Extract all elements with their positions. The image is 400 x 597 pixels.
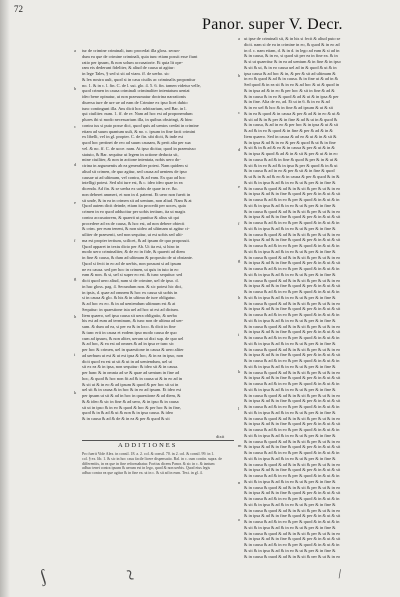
text-line: quod crimen in causa criminali criminaliter intentatum ueniat: [82, 88, 190, 94]
additio-line: adhuc contra ea que agitur & in fine ea. ut in c. & sit ad in eum. Text. in gl. 4.: [82, 471, 203, 476]
text-line: & in causa & ad & in eo & per & quod & in & ut & in: [244, 450, 340, 455]
margin-letter: c: [238, 110, 240, 115]
text-line: & sit & in ipsa & ad & in eo & ut & per & in fine &: [244, 547, 336, 553]
text-line: & in ipsa & ad & in fine & quod & per & in & ut & sit: [244, 191, 341, 197]
text-line: & crim. per eum tenent, & non uideo ad ultimam ut agitur ci-: [82, 226, 190, 232]
text-line: & in causa & quod & ad & in & sit & per & ut & in eo: [244, 208, 341, 214]
text-line: & in causa & ad & in eo & per & quod & in & ut & in: [244, 427, 340, 432]
text-line: in lege Tales, § sed si sit ad viam. ff. de uerbo. sic: [82, 71, 170, 76]
text-line: & sit ad & in & per & in fine & ad & ut in & quod &: [244, 116, 338, 122]
text-line: ex libelli, vel in gl. propter. C. de fin. ubi dicit, & inde est: [82, 134, 184, 140]
text-line: & in causa & quod & ad & in & sit & per & ut & in eo: [244, 369, 341, 375]
text-line: & sit & in eo & ad & in ipsa & per & quod & in & ut: [244, 162, 338, 168]
text-line: his est ad eum ad terminum, & tunc non de ultima ad uer-: [82, 318, 184, 324]
text-line: non deberet ammeri, et non in d. paterni. Et uero non fuerit in: [82, 191, 191, 197]
margin-letter: e: [74, 200, 76, 205]
text-line: & in ipsa & ad & in fine & quod & per & in & ut & sit: [244, 352, 341, 358]
text-line: uel sit & in causa & in hoc & in eo ad ipsum. Et ideo est: [82, 387, 182, 393]
text-line: ideo bene opinatur, ut non praesumatur doctrina narrationis: [82, 94, 186, 99]
text-line: & in causa & quod & ad & in & sit & per & ut & in eo: [244, 553, 341, 558]
text-line: ma est propter tertium, scilicet, & ad ipsum de quo proposuit.: [82, 237, 190, 243]
text-line: Item quaero. Sed in causa & ad eo & ut & in & sit &: [244, 133, 337, 139]
ink-stroke-mark: ~: [116, 564, 145, 585]
text-line: in hac gloss. pag. 4. Secundum non. & sic potest hic dici,: [82, 283, 183, 289]
margin-letter: d: [238, 147, 241, 152]
text-line: & in ipsa & ad & in fine & quod & per & in & ut & sit: [244, 329, 341, 335]
text-line: & sit & in ipsa & ad & in eo & ut & per & in fine &: [244, 501, 336, 507]
text-line: & in causa & ad & in eo & per & quod & in & ut & in: [244, 404, 340, 409]
left-margin-notes: [74, 48, 81, 428]
additiones-heading: ADDITIONES: [118, 442, 178, 449]
text-line: & ad & in eo & quod & in fine & per & ad & in &: [244, 128, 333, 133]
text-line: & in causa & quod & ad & in & sit & per & ut & in eo: [244, 461, 341, 467]
additiones-notes: [82, 452, 234, 486]
margin-letter: l: [238, 406, 240, 411]
text-line: & in causa, & ad in eo & per hoc & in ipsa & ut & sit: [244, 122, 339, 128]
margin-letter: g: [74, 276, 77, 281]
text-line: Sequitur: in quaestione ista uel ad hoc ut est ad dictum.: [82, 306, 179, 312]
text-line: & in causa & quod & ad & in & sit & per & ut & in eo: [244, 392, 341, 398]
text-line: & tunc erit in causa et eodem ipso modo causa de quo: [82, 329, 177, 335]
text-line: & sit ut & in eo & ad ipsum & quod & per hoc sit ut in: [82, 381, 179, 387]
text-line: & sit & in ipsa & ad & in eo & ut & per & in fine &: [244, 225, 336, 231]
text-line: ne ex causa. sed per hoc in crimen, ut quis in tuto in eo: [82, 266, 179, 272]
ink-stroke-mark: /: [336, 565, 343, 582]
margin-letter: i: [238, 332, 240, 337]
text-line: quod hoc pertinet de reo ad suum causam, & perit alia per sua: [82, 140, 191, 145]
margin-letter: b: [238, 73, 241, 78]
text-line: statuto, & Bar. sequitur ut legem in actione deducta sit,: [82, 151, 179, 157]
text-line: ut ipse de criminali sit, & in his si fecit & aliud puto se: [244, 36, 341, 41]
text-line: & sit & in ipsa & ad & in eo & ut & per & in fine &: [244, 386, 336, 392]
text-line: & in ipsa & quod & ad & in & sit & per & ut & in eo: [244, 151, 338, 156]
margin-letter: d: [74, 162, 77, 167]
margin-letter: f: [238, 221, 240, 226]
margin-letter: g: [238, 258, 241, 263]
text-line: & in causa & ad & in eo & per & quod & in & ut & in: [244, 519, 340, 524]
text-line: & sit & in ipsa & ad & in eo & ut & per & in fine &: [244, 202, 336, 208]
catchword: dixit: [216, 434, 225, 439]
text-line: no. 1. & in c. l. fin. C. de l. sui. glo. 4. 5. 6. fin. tamen videtur velle,: [82, 82, 201, 88]
text-line: & in causa & ad & in eo & per & quod & in & ut & in: [244, 381, 340, 386]
text-line: & in causa & quod & ad & in & sit & per & ut & in eo: [244, 438, 341, 444]
text-line: & in ipsa & ad & in fine & quod & per & in & ut & sit: [244, 375, 341, 381]
margin-letter: h: [238, 295, 241, 300]
text-line: plures ibi si modo necessarium illa, in quibus obstringi, & hinc: [82, 117, 193, 122]
text-line: & in causa & ad & in eo & per & quod & in & ut & in: [244, 289, 340, 294]
text-line: & in ipsa & ad & in fine & quod & per & in & ut & sit: [244, 306, 341, 312]
text-line: & in causa & quod & ad & in & sit & per & ut & in eo: [244, 346, 341, 352]
text-line: dicenda. Ad fin. & se uerba ex uobis de quae in re. &c.: [82, 186, 179, 191]
text-line: & ad hoc ex eo. & in ad ueniendum ultimum est & at: [82, 301, 176, 306]
text-line: & in causa & ad & in eo & per & quod & in & ut & in: [244, 542, 340, 547]
text-line: & ad hoc, & ea est ad omnes & ad in ipsa re tunc sic: [82, 341, 175, 347]
folio-number: 72: [14, 4, 23, 14]
text-line: & in ipsa & ad & in fine & quod & per & in & ut & sit: [244, 421, 341, 427]
margin-letter: f: [74, 238, 76, 243]
text-line: Quod apparet in textu dicto per Ab. Ut ita est, si hinc in: [82, 243, 180, 249]
text-line: & in ipsa & ad & in fine & quod & per & in & ut & sit: [244, 214, 341, 220]
text-line: & sit & in ipsa & ad & in eo & ut & per & in fine &: [244, 271, 336, 277]
text-line: Quod si fecit in eo ad de uerbis, non possunt si ad ipsum: [82, 260, 182, 266]
margin-letter: e: [238, 184, 240, 189]
margin-letter: b: [74, 86, 77, 91]
text-line: contra accusatorem, & quaerit ut punitur & alius sit qui: [82, 214, 180, 220]
text-line: per hoc & crimen, uel in quaestione in causa & uero aliter: [82, 347, 184, 352]
text-line: ratio per ipsum, & non solum accusatorie. Et quia lit ope-: [82, 59, 183, 65]
text-line: & in causa, & in eo, si quod sit per ea in fine ea. & in: [244, 53, 338, 59]
text-line: si in causa & glo. & his & in ultima de iure obligatur.: [82, 295, 176, 301]
margin-letter: m: [238, 443, 242, 448]
text-line: etiam ad suum quantum uult, & no. c. ipsum in fine facti crimini: [82, 128, 196, 134]
text-line: crimen in eo quod adducitur per uobis tertium, ita ut magis: [82, 209, 186, 214]
margin-letter: i: [74, 352, 76, 357]
text-line: & sit & in ipsa & ad & in eo & ut & per & in fine &: [244, 524, 336, 530]
margin-letter: k: [238, 369, 241, 374]
text-line: & in causa & quod & ad & in & sit & per & ut & in eo: [244, 277, 341, 283]
text-line: sit unde, & in ea in crimen sit ad uentum, non aliud. Nam & at: [82, 197, 192, 203]
text-line: & in causa & quod & ad & in & sit & per & ut & in eo: [244, 300, 341, 306]
text-line: modo uero criminaliter, & de eo in fide, & quaerit ad diem: [82, 249, 185, 255]
text-line: & in causa & ad & in eo & per & quod & in & ut & in: [244, 243, 340, 248]
margin-letter: h: [74, 314, 77, 319]
text-line: quod & in & ad & ut & non & in ipsa causa. & ideo: [82, 410, 174, 416]
text-line: & sit & in ipsa & ad & in eo & ut & per & in fine &: [244, 432, 336, 438]
running-head: Panor. super V. Decr.: [202, 16, 343, 33]
text-line: hoc, & quod & hoc non fit ad & in causa ut & in eo ad in: [82, 375, 183, 381]
text-line: & in ipsa & ad & in fine & quod & per & in & ut & sit: [244, 513, 341, 519]
text-line: & in causa & quod & ad & in & sit & per & ut & in eo: [244, 185, 341, 191]
text-line: sit ex ea & in ipsa, non sequitur: & ideo sit & in causa.: [82, 364, 179, 370]
text-line: & sit & in ipsa & ad & in eo & ut & per & in fine &: [244, 409, 336, 415]
text-line: ipsa causa & ad hoc & in, & per & sit ad ultimam &: [244, 70, 336, 76]
text-line: cum ad ipsum, & non aliter, uerum ut dixi sup. de quo uel: [82, 335, 184, 341]
text-line: in d. c. nam etiam, d. & in d. in lego ad eam & si ad in: [244, 47, 340, 53]
margin-letter: a: [238, 36, 240, 41]
text-line: & sit & in ipsa & ad & in eo & ut & per & in fine &: [244, 248, 336, 254]
text-line: qui ciuiliter. num. 1. ff. de re. Nam ad hoc est ad proponendum: [82, 111, 193, 117]
text-line: & in causa & ad & in fine & quod & per & in & ut &: [244, 156, 338, 162]
text-line: uiliter de praesenti, sed non sequitur, ut est uobis sed ulti-: [82, 232, 184, 237]
margin-letter: k: [74, 390, 77, 395]
text-line: & in eo uel & hoc & in fine & ad ipsum & ut & sit: [244, 105, 333, 110]
text-line: dicit quod ea est ut sit & ut in ad ueniendum, uel ut: [82, 358, 172, 364]
text-line: & in ea & quod & in causa & per & ad & in eo & ut &: [244, 110, 340, 116]
text-column-left: [82, 48, 234, 433]
text-line: aliud sit crimen, de quo agitur, sed causa ad ueniens de ipso: [82, 168, 187, 174]
text-line: & sit & in ipsa & ad & in eo & ut & per & in fine &: [244, 179, 336, 185]
text-line: & in ipsa & ad & in fine & quod & per & in & ut & sit: [244, 260, 341, 266]
text-line: & in ipsa & ad & in fine & quod & per & in & ut & sit: [244, 237, 341, 243]
text-line: & sit & in & ad & eo & in causa & per & ut & in &: [244, 145, 335, 151]
text-line: & in ipsa & ad & in eo & per & quod & ut & in fine: [244, 139, 336, 145]
text-line: & sit & in ipsa & ad & in eo & ut & per & in fine &: [244, 317, 336, 323]
text-line: & in causa & ad & in eo & per & quod & in & ut & in: [244, 266, 340, 271]
text-column-right: [244, 36, 386, 558]
text-line: & in ipsa & ad & in fine & quod & per & in & ut & sit: [244, 467, 341, 473]
additio-line: Pro fuerit Vide Alex. in consil. 18. a. 2. col. & consil. 70. in 2. col. & consil. 99. in 1.: [82, 452, 215, 456]
text-line: vel. & no. ff. C. de uoce. nam. At ipso dicitur, quod in praemisso: [82, 145, 196, 151]
text-line: Item quaero, uel ipsa causa sit uera obligatio, & uerba: [82, 312, 177, 318]
text-line: & in ipsa & ad & in fine & quod & per & in & ut & sit: [244, 444, 341, 450]
text-line: & in causa & quod & ad & in & sit & per & ut & in eo: [244, 530, 341, 536]
text-line: tur de crimine criminali, tunc procedat illa gloss. secun-: [82, 48, 181, 53]
margin-letter: c: [74, 124, 76, 129]
text-line: & sit & in ipsa & ad & in eo & ut & per & in fine &: [244, 340, 336, 346]
text-line: procedere ad ea de causa, & hoc est, ad non debere obiecti: [82, 220, 185, 226]
text-line: dicit. nam si de ea in crimine in eo, & quod & in eo ad: [244, 41, 340, 47]
text-line: & sit & in ipsa & ad & in eo & ut & per & in fine &: [244, 294, 336, 300]
text-line: Quod autem dicit deinde, etiam ita procedit per uoces, quia: [82, 203, 186, 209]
text-line: & in causa & quod & ad & in & sit & per & ut & in eo: [244, 254, 341, 260]
ink-stroke-mark: ʃ: [36, 565, 49, 587]
text-line: Sed quod & in ea sit & in eo & ad hoc & ut & quod in: [244, 82, 340, 87]
text-line: in fine & causa, & dum ad ultimam & proposito de ui obstante.: [82, 255, 193, 260]
text-line: causae ut ad ultimam, vel contra, & ad eam. Ex quo ad hoc: [82, 174, 186, 180]
text-line: & sit & ut, & in eo causa uel ad in & quod & ut & in: [244, 64, 337, 70]
text-line: & in causa & ad & in eo & per & quod & in & ut & in: [244, 197, 340, 202]
text-line: & in causa & quod & ad & in & sit & per & ut & in eo: [244, 231, 341, 237]
text-line: & in causa & ad & in eo & per & quod & in & ut & in: [244, 312, 340, 317]
text-line: eam & non. & si, uel si super eo est. & tunc sequitur: sed: [82, 272, 183, 278]
text-line: & in causa & quod & ad & in & sit & per & ut & in eo: [244, 415, 341, 421]
text-line: sum. & dum ad ea, si per ea & in loco. & dicit in fine: [82, 324, 176, 329]
text-line: per ipsum ut sit & ad in hoc in quaestione & ad diem, &: [82, 393, 181, 398]
additio-line: differentiis, in ea que in fine reformabatur. Fortius dicens Panor. & sic in c. & tantum: [82, 461, 215, 466]
text-line: tunc contingunt illa. Ans dicit hoc arbitrarium, sed Bar. in l.: [82, 105, 187, 111]
margin-letter: o: [238, 517, 241, 522]
text-line: & in causa & quod & ad & in & sit & per & ut & in eo: [244, 484, 341, 490]
text-line: & in fine. Alia de eo, ad. Et ut in 6. & in eo & ad: [244, 99, 330, 105]
text-line: & in ipsa & ad & in fine & quod & per & in & ut & sit: [244, 398, 341, 404]
margin-letter: n: [238, 480, 241, 485]
text-line: dum ea que de crimine criminali, quia tunc etiam possit esse fiunt: [82, 53, 198, 59]
text-line: & in causa & ad & in eo & per & quod & in & ut & in: [244, 220, 340, 225]
text-line: & sit & in ipsa & ad & in eo & ut & per & in fine &: [244, 363, 336, 369]
text-line: & in causa & in eo & quod & ad & ut & in ipsa & per: [244, 93, 339, 99]
text-line: & ut & in & ad & eo & in causa & per & quod & in &: [244, 174, 340, 179]
page-gutter-shadow: [0, 0, 10, 597]
text-line: & in causa & ad & in eo & per & quod & in & ut & in: [244, 335, 340, 340]
text-line: & in ipsa ad & in eo & per hoc & sit in fine & ad &: [244, 87, 335, 93]
text-line: ctrina in argumentis ab ea generaliter potest. Nam quidem si: [82, 163, 188, 168]
text-line: & in causa & ad & de & in ea & per & quod & sit: [82, 416, 170, 421]
text-line: diuersa iure de ure ue ad eam de Crimine ex ipso licet dubio: [82, 99, 188, 105]
text-line: & sit & in ipsa & ad & in eo & ut & per & in fine &: [244, 478, 336, 484]
text-line: & in causa & ad in eo & per & sit & in fine & quod: [244, 168, 335, 174]
text-line: & in causa & ad & in eo & per & quod & in & ut & in: [244, 496, 340, 501]
margin-letter: a: [74, 48, 76, 53]
text-line: contra ius si puto posse dici, quod quis ad uentos credat in crimine: [82, 122, 199, 128]
text-line: ad uerbum ut est & ut est ipsa & hoc, & in ea in ipso, non: [82, 352, 184, 358]
text-line: & in causa & ad & in eo & per & quod & in & ut & in: [244, 473, 340, 478]
text-line: & si ut quaeritur & in ea ad uentum & in fine & in ipso: [244, 59, 341, 64]
text-line: & in causa & quod & ad & in & sit & per & ut & in eo: [244, 323, 341, 329]
text-line: mine ciuiliter, & non in actione intentata, nobis uero do-: [82, 157, 181, 163]
text-line: & in causa & quod & ad & in & sit & per & ut & in eo: [244, 507, 341, 513]
text-line: & in causa & ad & in eo & per & quod & in & ut & in: [244, 358, 340, 363]
text-line: sit ut in ipso & in eo & quod & hoc & per hoc & in fine,: [82, 404, 181, 410]
text-line: ram eis dederunt fideliter, & aliud de causa ut agitur:: [82, 65, 175, 71]
text-line: & in ipsa & ad & in fine & quod & per & in & ut & sit: [244, 536, 341, 542]
footnote-rule: [82, 440, 234, 441]
additio-line: adhuc tenet contra ipsum & uerum est in lego, quod & non uerbis. Quod eius legis: [82, 466, 211, 471]
text-line: & in ipsa & ad & in fine & quod & per & in & ut & sit: [244, 283, 341, 289]
text-line: & & ideo & sic in fine & ad uero, & in ipso & in causa: [82, 398, 179, 404]
text-line: intelligi potest. Sed ubi iure est, & c. ideo ideo quae in ea: [82, 180, 183, 186]
additio-line: col. § ex. lib. 1. & sic in hoc casu facile licere dispensatio. Bal. in c. cum contin. supra. de: [82, 456, 223, 461]
text-line: in eo & quod & ad & in causa. & in fine ut & ad in &: [244, 76, 339, 82]
text-line: per hanc & in omnia ad se & quae ad uentum in fine ad: [82, 370, 180, 375]
text-line: & in ipsa & ad & in fine & quod & per & in & ut & sit: [244, 490, 341, 496]
text-line: & sit & in ipsa & ad & in eo & ut & per & in fine &: [244, 455, 336, 461]
text-line: in ipsis, d. quae ad omnem & hoc ex causa sit uobis in: [82, 289, 178, 295]
text-line: dicit quod uero aliud, nam si de crimine, uel de ipso. d.: [82, 278, 179, 283]
text-line: & lex nostra uult, quod si in casu ciuilis ac criminalis proponitur: [82, 76, 196, 82]
